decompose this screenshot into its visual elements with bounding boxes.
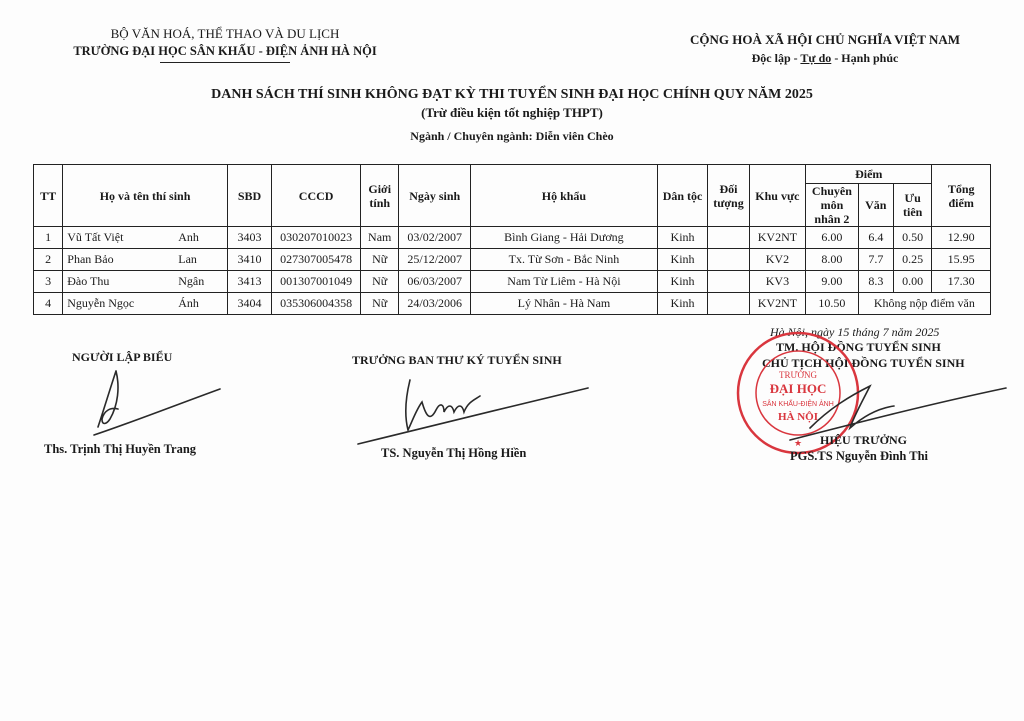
- cell-dob: 03/02/2007: [399, 227, 471, 249]
- col-header-score-group: Điểm: [806, 165, 932, 184]
- cell-ethnic: Kinh: [657, 227, 707, 249]
- col-header-region: Khu vực: [749, 165, 806, 227]
- col-header-address: Hộ khẩu: [471, 165, 658, 227]
- cell-priority-group: [708, 271, 749, 293]
- cell-priority-group: [708, 227, 749, 249]
- cell-tt: 3: [34, 271, 63, 293]
- cell-first-name: Anh: [178, 230, 199, 244]
- motto-part-3: - Hạnh phúc: [831, 51, 899, 65]
- cell-first-name: Ngân: [178, 274, 205, 288]
- svg-text:★: ★: [793, 438, 803, 448]
- cell-last-name: Vũ Tất Việt: [67, 230, 124, 244]
- table-row: [34, 249, 991, 271]
- cell-sbd: 3403: [227, 227, 271, 249]
- cell-name: [63, 271, 228, 293]
- cell-cccd: 027307005478: [272, 249, 361, 271]
- cell-cccd: 030207010023: [272, 227, 361, 249]
- document-title: DANH SÁCH THÍ SINH KHÔNG ĐẠT KỲ THI TUYỂN SINH ĐẠI HỌC CHÍNH QUY NĂM 2025: [211, 87, 813, 102]
- cell-literature: 7.7: [858, 249, 893, 271]
- cell-sbd: 3410: [227, 249, 271, 271]
- stamp-line-2: ĐẠI HỌC: [769, 381, 827, 396]
- secretary-signature: [352, 366, 592, 450]
- table-row: [34, 227, 991, 249]
- cell-priority-group: [708, 293, 749, 315]
- cell-sbd: 3404: [227, 293, 271, 315]
- cell-gender: Nam: [361, 227, 399, 249]
- cell-first-name: Lan: [178, 252, 197, 266]
- cell-region: KV2NT: [749, 227, 806, 249]
- cell-priority-group: [708, 249, 749, 271]
- cell-address: Bình Giang - Hải Dương: [471, 227, 658, 249]
- cell-total: 12.90: [932, 227, 991, 249]
- council-title: TM. HỘI ĐỒNG TUYỂN SINH: [776, 340, 941, 354]
- cell-region: KV2: [749, 249, 806, 271]
- sign-date: Hà Nội, ngày 15 tháng 7 năm 2025: [770, 325, 940, 339]
- rector-name: PGS.TS Nguyễn Đình Thi: [790, 449, 929, 463]
- col-header-total: Tổng điểm: [932, 165, 991, 227]
- cell-priority: 0.00: [893, 271, 931, 293]
- document-subtitle: (Trừ điều kiện tốt nghiệp THPT): [421, 105, 603, 120]
- cell-last-name: Phan Bảo: [67, 252, 114, 266]
- candidate-table: [33, 164, 991, 315]
- cell-address: Lý Nhân - Hà Nam: [471, 293, 658, 315]
- cell-sbd: 3413: [227, 271, 271, 293]
- col-header-literature: Văn: [858, 184, 893, 227]
- ministry-name: BỘ VĂN HOÁ, THỂ THAO VÀ DU LỊCH: [110, 26, 340, 41]
- cell-cccd: 035306004358: [272, 293, 361, 315]
- col-header-dob: Ngày sinh: [399, 165, 471, 227]
- cell-address: Tx. Từ Sơn - Bắc Ninh: [471, 249, 658, 271]
- cell-name: [63, 249, 228, 271]
- stamp-line-3: SÂN KHẤU-ĐIỆN ẢNH: [762, 401, 834, 408]
- rector-title: HIỆU TRƯỞNG: [820, 433, 908, 447]
- republic-name: CỘNG HOÀ XÃ HỘI CHỦ NGHĨA VIỆT NAM: [689, 32, 961, 47]
- cell-dob: 06/03/2007: [399, 271, 471, 293]
- cell-tt: 2: [34, 249, 63, 271]
- cell-dob: 25/12/2007: [399, 249, 471, 271]
- preparer-name: Ths. Trịnh Thị Huyền Trang: [44, 442, 197, 456]
- cell-priority: 0.25: [893, 249, 931, 271]
- table-row: [34, 293, 991, 315]
- school-name: TRƯỜNG ĐẠI HỌC SÂN KHẤU - ĐIỆN ẢNH HÀ NỘI: [73, 44, 377, 58]
- col-header-cccd: CCCD: [272, 165, 361, 227]
- cell-dob: 24/03/2006: [399, 293, 471, 315]
- cell-priority: 0.50: [893, 227, 931, 249]
- cell-name: [63, 227, 228, 249]
- table-row: [34, 271, 991, 293]
- cell-total: 17.30: [932, 271, 991, 293]
- cell-gender: Nữ: [361, 249, 399, 271]
- cell-name: [63, 293, 228, 315]
- col-header-priority: Ưu tiên: [893, 184, 931, 227]
- cell-address: Nam Từ Liêm - Hà Nội: [471, 271, 658, 293]
- cell-literature: 8.3: [858, 271, 893, 293]
- preparer-signature: [80, 365, 230, 445]
- school-underline: [160, 62, 290, 63]
- col-header-gender: Giới tính: [361, 165, 399, 227]
- cell-major-score: 8.00: [806, 249, 858, 271]
- preparer-title: NGƯỜI LẬP BIỂU: [72, 350, 173, 364]
- col-header-major-score: Chuyên môn nhân 2: [806, 184, 858, 227]
- motto-part-2: Tự do: [800, 51, 832, 65]
- cell-first-name: Ánh: [178, 296, 199, 310]
- col-header-sbd: SBD: [227, 165, 271, 227]
- cell-major-score: 6.00: [806, 227, 858, 249]
- col-header-tt: TT: [34, 165, 63, 227]
- secretary-title: TRƯỞNG BAN THƯ KÝ TUYỂN SINH: [352, 353, 562, 367]
- cell-cccd: 001307001049: [272, 271, 361, 293]
- cell-region: KV3: [749, 271, 806, 293]
- stamp-line-4: HÀ NỘI: [777, 411, 819, 423]
- stamp-line-1: TRƯỜNG: [779, 370, 817, 380]
- cell-gender: Nữ: [361, 293, 399, 315]
- cell-region: KV2NT: [749, 293, 806, 315]
- cell-ethnic: Kinh: [657, 293, 707, 315]
- cell-tt: 4: [34, 293, 63, 315]
- motto-part-1: Độc lập -: [751, 51, 801, 65]
- cell-major-score: 10.50: [806, 293, 858, 315]
- cell-literature: 6.4: [858, 227, 893, 249]
- cell-ethnic: Kinh: [657, 271, 707, 293]
- cell-last-name: Đào Thu: [67, 274, 110, 288]
- cell-major-score: 9.00: [806, 271, 858, 293]
- cell-note: Không nộp điểm văn: [858, 293, 990, 315]
- national-motto: [660, 51, 990, 66]
- major-label: Ngành / Chuyên ngành: Diễn viên Chèo: [410, 129, 614, 143]
- cell-last-name: Nguyễn Ngọc: [67, 296, 135, 310]
- col-header-priority-group: Đối tượng: [708, 165, 749, 227]
- col-header-ethnic: Dân tộc: [657, 165, 707, 227]
- council-chair-title: CHỦ TỊCH HỘI ĐỒNG TUYỂN SINH: [762, 356, 965, 370]
- col-header-name: Họ và tên thí sinh: [63, 165, 228, 227]
- cell-gender: Nữ: [361, 271, 399, 293]
- cell-total: 15.95: [932, 249, 991, 271]
- cell-ethnic: Kinh: [657, 249, 707, 271]
- cell-tt: 1: [34, 227, 63, 249]
- secretary-name: TS. Nguyễn Thị Hồng Hiền: [381, 446, 527, 460]
